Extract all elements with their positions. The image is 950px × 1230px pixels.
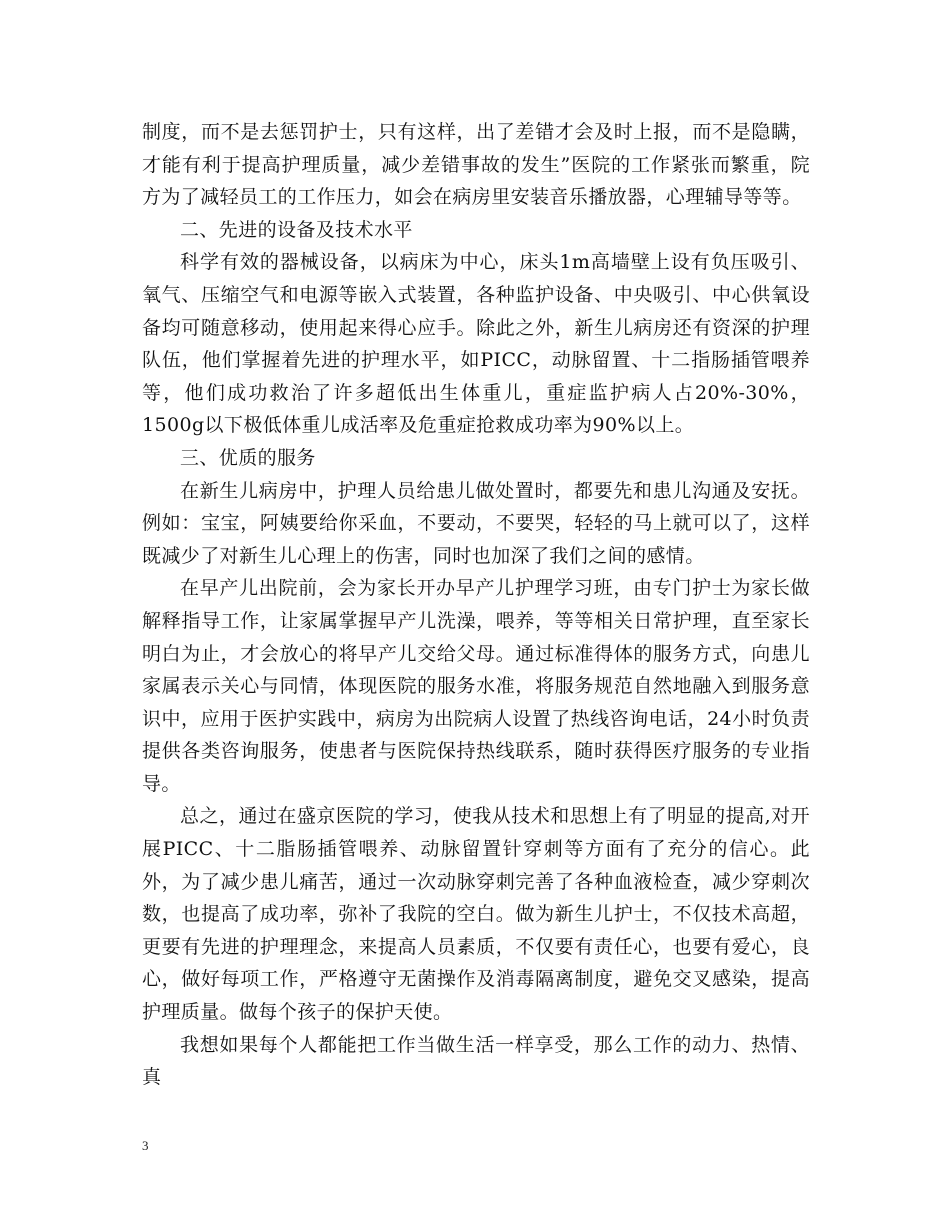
section-heading-equipment: 二、先进的设备及技术水平 bbox=[180, 218, 413, 241]
paragraph-discipline-continued: 制度，而不是去惩罚护士，只有这样，出了差错才会及时上报，而不是隐瞒，才能有利于提高护理质量，减少差错事故的发生”医院的工作紧张而繁重，院方为了减轻员工的工作压力，如会在病房里安装音乐播放器，心理辅导等等。 bbox=[142, 121, 810, 209]
paragraph-service-comfort: 在新生儿病房中，护理人员给患儿做处置时，都要先和患儿沟通及安抚。例如：宝宝，阿姨要给你采血，不要动，不要哭，轻轻的马上就可以了，这样既减少了对新生儿心理上的伤害，同时也加深了我们之间的感情。 bbox=[142, 479, 810, 567]
paragraph-summary: 总之，通过在盛京医院的学习，使我从技术和思想上有了明显的提高,对开展PICC、十二脂肠插管喂养、动脉留置针穿刺等方面有了充分的信心。此外，为了减少患儿痛苦，通过一次动脉穿刺完善了各种血液检查，减少穿刺次数，也提高了成功率，弥补了我院的空白。做为新生儿护士，不仅技术高超，更要有先进的护理理念，来提高人员素质，不仅要有责任心，也要有爱心，良心，做好每项工作，严格遵守无菌操作及消毒隔离制度，避免交叉感染，提高护理质量。做每个孩子的保护天使。 bbox=[142, 805, 810, 1024]
paragraph-service-discharge: 在早产儿出院前，会为家长开办早产儿护理学习班，由专门护士为家长做解释指导工作，让家属掌握早产儿洗澡，喂养，等等相关日常护理，直至家长明白为止，才会放心的将早产儿交给父母。通过标准得体的服务方式，向患儿家属表示关心与同情，体现医院的服务水准，将服务规范自然地融入到服务意识中，应用于医护实践中，病房为出院病人设置了热线咨询电话，24小时负责提供各类咨询服务，使患者与医院保持热线联系，随时获得医疗服务的专业指导。 bbox=[142, 577, 810, 795]
section-heading-service: 三、优质的服务 bbox=[180, 446, 316, 469]
paragraph-closing: 我想如果每个人都能把工作当做生活一样享受，那么工作的动力、热情、真 bbox=[142, 1033, 810, 1089]
paragraph-equipment: 科学有效的器械设备，以病床为中心，床头1m高墙壁上设有负压吸引、氧气、压缩空气和电源等嵌入式装置，各种监护设备、中央吸引、中心供氧设备均可随意移动，使用起来得心应手。除此之外，新生儿病房还有资深的护理队伍，他们掌握着先进的护理水平，如PICC，动脉留置、十二指肠插管喂养等，他们成功救治了许多超低出生体重儿，重症监护病人占20%-30%，1500g以下极低体重儿成活率及危重症抢救成功率为90%以上。 bbox=[142, 251, 810, 437]
document-body bbox=[142, 116, 810, 1094]
page-number: 3 bbox=[142, 1138, 149, 1153]
